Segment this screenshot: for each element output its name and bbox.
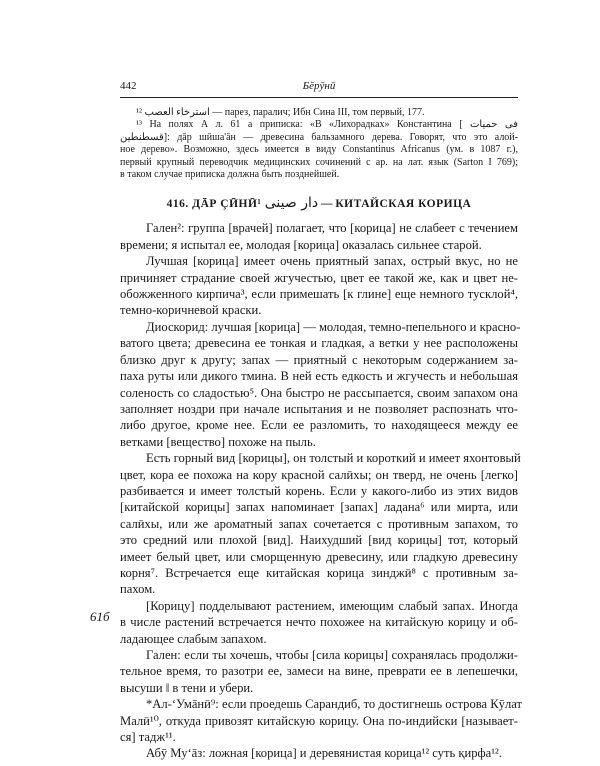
text-line: это средний или плохой [вид]. Наихудший [вид корицы] тот, который: [120, 533, 518, 548]
margin-folio-note: 61б: [90, 609, 110, 624]
running-title: Бӗрӯнӣ: [302, 80, 336, 92]
footnote: [120, 119, 518, 181]
footnote: [120, 107, 518, 119]
text-line: Гален: если ты хочешь, чтобы [сила корицы] сохранялась продолжи-: [146, 648, 518, 662]
text-line: Абӯ Му‘āз: ложная [корица] и деревянистая корица¹² суть қирфа¹².: [146, 746, 502, 761]
paragraph: [120, 598, 518, 647]
text-line: темно-коричневой краски.: [120, 303, 262, 318]
text-line: ладающее слабым запахом.: [120, 631, 267, 646]
text-line: корня⁷. Встречается еще китайская корица зинджӣ⁸ с противным за-: [120, 565, 518, 580]
text-line: ное дерево». Возможно, здесь имеется в виду Constantinus Africanus (ум. в 1087 г.),: [120, 144, 518, 156]
text-line: имеет белый цвет, или сморщенную древесину, или гладкую древесину: [120, 549, 518, 564]
text-line: первый крупный переводчик медицинских сочинений с ар. на лат. язык (Sarton I 769);: [120, 156, 518, 168]
body-text: [120, 220, 523, 761]
paragraph: [120, 450, 521, 598]
paragraph: [120, 696, 523, 745]
entry-arabic: دار صينى: [264, 195, 319, 212]
text-line: ветками [вещество] похоже на пыль.: [120, 434, 316, 449]
text-line: либо другое, кроме нее. Если ее разломить, то находящееся между ее: [120, 418, 518, 433]
text-line: в числе растений встречается нечто похожее на китайскую корицу и об-: [120, 615, 518, 630]
paragraph: [120, 253, 518, 319]
text-line: заполняет ноздри при начале испытания и не позволяет распознать что-: [120, 401, 518, 416]
text-line: разбивается и имеет толстый корень. Если у какого-либо из этих видов: [120, 483, 518, 498]
text-line: Лучшая [корица] имеет очень приятный запах, острый вкус, но не: [146, 254, 518, 269]
text-line: паха руты или дикого тмина. В ней есть едкость и жгучесть и небольшая: [120, 369, 518, 384]
text-line: ¹³ На полях А л. 61 а приписка: «В «Лихорадках» Константина [ فى حميات: [136, 119, 518, 131]
text-line: قسطنطين]: дāр шӣша'āн — древесина бальзамного дерева. Говорят, что это алой-: [120, 131, 518, 143]
entry-number: 416.: [166, 198, 189, 211]
text-line: в таком случае приписка должна быть позднейшей.: [120, 169, 340, 181]
text-line: [Корицу] подделывают растением, имеющим слабый запах. Иногда: [146, 598, 518, 613]
text-line: близко друг к другу; запах — приятный с некоторым содержанием за-: [120, 352, 518, 367]
text-line: тельное время, то разотри ее, замеси на вине, преврати ее в лепешечки,: [120, 664, 518, 679]
paragraph: [120, 319, 521, 450]
paragraph: [120, 220, 518, 253]
page-number: 442: [120, 80, 137, 92]
text-line: причиняет страдание своей жгучестью, цвет ее такой же, как и цвет не-: [120, 270, 518, 285]
text-line: ватого цвета; древесина ее тонкая и гладкая, а ветки у нее расположены: [120, 336, 518, 351]
text-line: пахом.: [120, 582, 156, 597]
footnotes: [120, 107, 518, 181]
text-line: ¹² استرخاء العصب — парез, паралич; Ибн Сина III, том первый, 177.: [136, 107, 425, 118]
entry-translit: ДĀР ÇӢНӢ¹: [192, 198, 262, 211]
entry-title: — КИТАЙСКАЯ КОРИЦА: [320, 198, 472, 211]
text-line: Диоскорид: лучшая [корица] — молодая, темно-пепельного и красно-: [146, 319, 521, 334]
text-line: высуши ‖ в тени и убери.: [120, 680, 254, 695]
book-page: [120, 78, 523, 762]
text-line: цвет, кора ее похожа на кору красной салӣхы; он тверд, не очень [легко]: [120, 467, 518, 482]
paragraph: [120, 647, 518, 696]
text-line: [китайской корицы] запах напоминает [запах] ладана⁶ или мирта, или: [120, 500, 518, 515]
header-rule: [120, 97, 518, 98]
text-line: соленость со сладостью⁵. Она быстро не рассыпается, своим запахом она: [120, 385, 518, 400]
running-header: [120, 78, 518, 94]
entry-heading: [120, 195, 518, 211]
text-line: Гален²: группа [врачей] полагает, что [корица] не слабеет с течением: [146, 221, 518, 236]
text-line: времени; я испытал ее, молодая [корица] оказалась сильнее старой.: [120, 237, 482, 252]
text-line: *Ал-‘Умāнӣ⁹: если проедешь Сарандиб, то достигнешь острова Кӯлат: [146, 697, 523, 712]
text-line: Малӣ¹⁰, откуда привозят китайскую корицу. Она по-индийски [называет-: [120, 713, 518, 728]
paragraph: [120, 745, 518, 761]
text-line: обожженного кирпича³, если примешать [к глине] еще немного тусклой⁴,: [120, 287, 518, 302]
text-line: салӣхы, или же ароматный запах сочетается с противным запахом, то: [120, 516, 518, 531]
text-line: Есть горный вид [корицы], он толстый и короткий и имеет яхонтовый: [146, 451, 521, 466]
text-line: ся] тадж¹¹.: [120, 730, 176, 745]
